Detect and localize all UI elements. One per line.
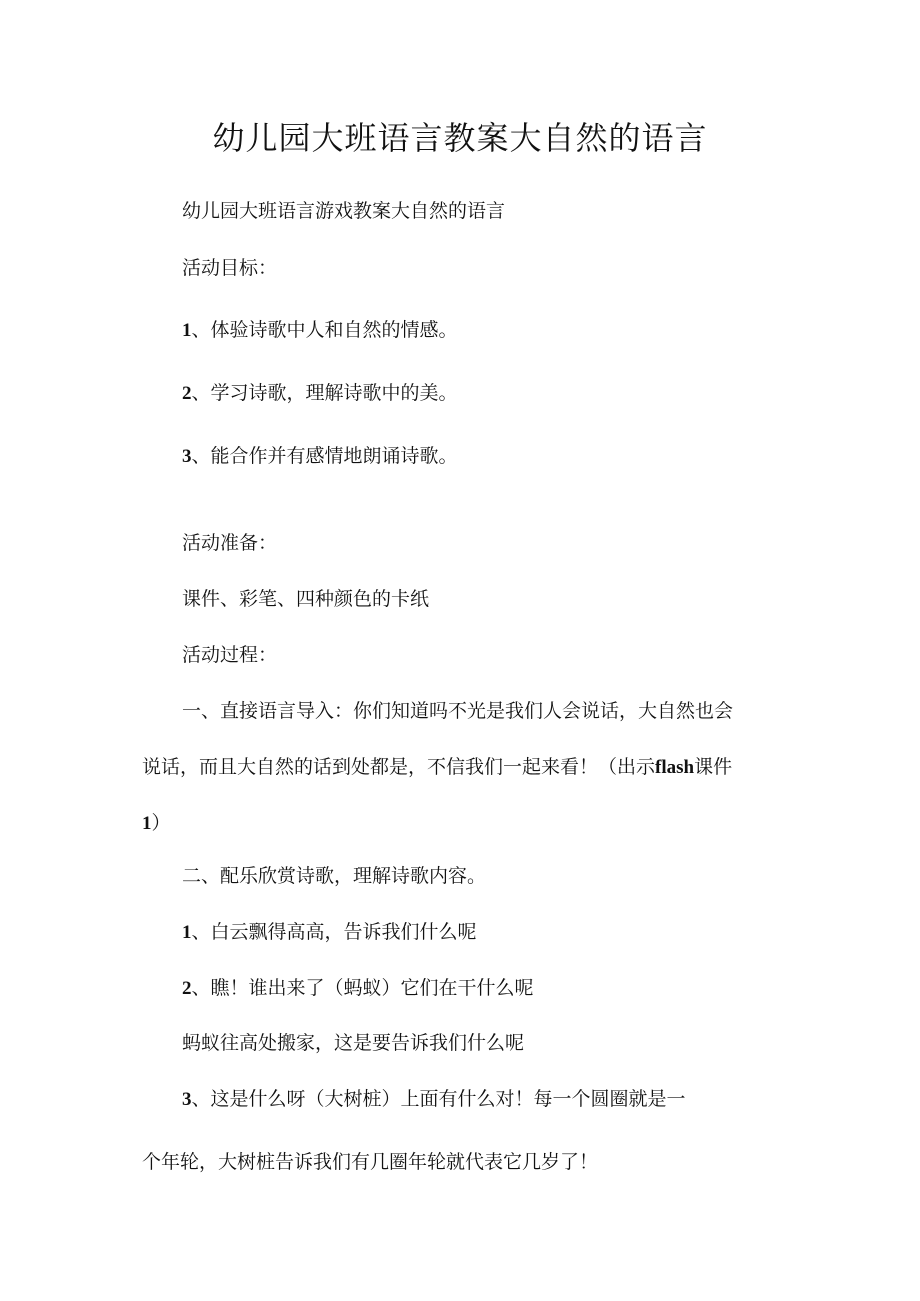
step2-paragraph: 二、配乐欣赏诗歌，理解诗歌内容。 (182, 865, 487, 887)
step1-line3 (142, 809, 171, 838)
step1-text: ） (151, 812, 171, 834)
goal-item-2 (182, 379, 458, 408)
process-heading: 活动过程： (182, 644, 278, 666)
goal-text: 、能合作并有感情地朗诵诗歌。 (191, 445, 458, 467)
step1-line1: 一、直接语言导入：你们知道吗不光是我们人会说话，大自然也会 (182, 700, 734, 722)
subtitle-paragraph: 幼儿园大班语言游戏教案大自然的语言 (182, 200, 506, 222)
courseware-number: 1 (142, 813, 152, 834)
document-title: 幼儿园大班语言教案大自然的语言 (212, 119, 708, 157)
goals-heading: 活动目标： (182, 257, 278, 279)
goal-number: 2 (182, 383, 192, 404)
question-item-3 (182, 1085, 686, 1114)
question-number: 3 (182, 1089, 192, 1110)
step1-text: 课件 (694, 756, 733, 778)
flash-keyword: flash (655, 757, 695, 778)
goal-item-1 (182, 316, 458, 345)
question-number: 1 (182, 922, 192, 943)
goal-text: 、体验诗歌中人和自然的情感。 (191, 319, 458, 341)
question-item-1 (182, 918, 477, 947)
question-text: 、白云飘得高高，告诉我们什么呢 (191, 921, 477, 943)
question-text: 、瞧！谁出来了（蚂蚁）它们在干什么呢 (191, 977, 534, 999)
question-follow-up: 蚂蚁往高处搬家，这是要告诉我们什么呢 (182, 1032, 525, 1054)
prep-paragraph: 课件、彩笔、四种颜色的卡纸 (182, 588, 430, 610)
question-item-3-continued: 个年轮，大树桩告诉我们有几圈年轮就代表它几岁了！ (142, 1151, 599, 1173)
question-number: 2 (182, 978, 192, 999)
step1-line2 (142, 753, 732, 782)
goal-number: 1 (182, 320, 192, 341)
goal-item-3 (182, 442, 458, 471)
question-item-2 (182, 974, 534, 1003)
question-text: 、这是什么呀（大树桩）上面有什么对！每一个圆圈就是一 (191, 1088, 686, 1110)
goal-number: 3 (182, 446, 192, 467)
goal-text: 、学习诗歌，理解诗歌中的美。 (191, 382, 458, 404)
step1-text: 说话，而且大自然的话到处都是，不信我们一起来看！（出示 (142, 756, 656, 778)
prep-heading: 活动准备： (182, 532, 278, 554)
